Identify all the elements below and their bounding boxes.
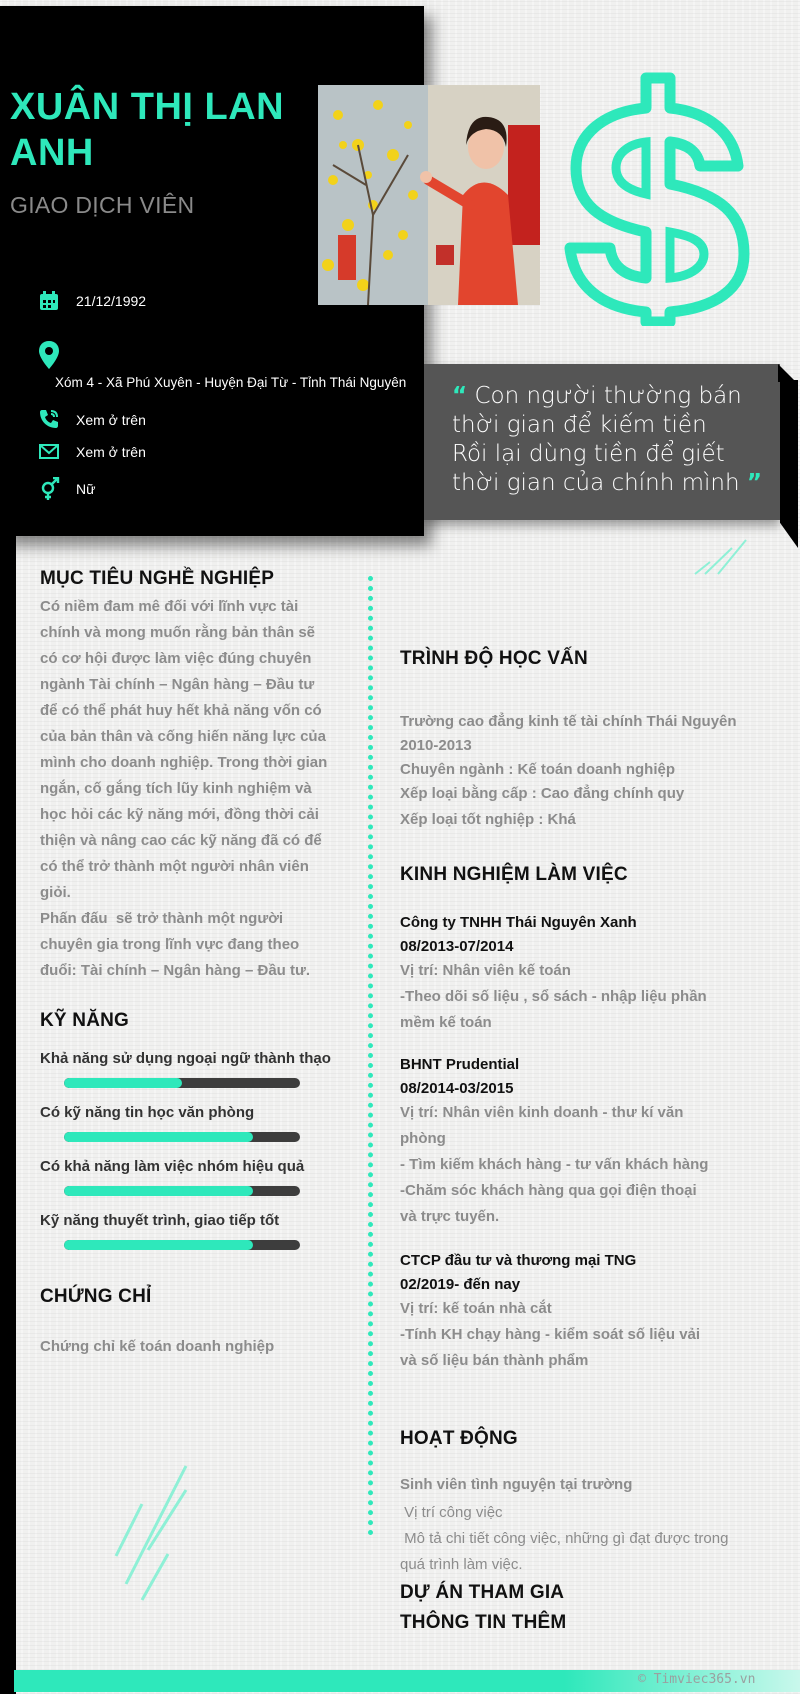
skill-level-bar xyxy=(64,1078,300,1088)
skill-level-fill xyxy=(64,1078,182,1088)
calendar-icon xyxy=(38,290,60,312)
education-grade: Xếp loại tốt nghiệp : Khá xyxy=(400,811,576,828)
dollar-sign-icon xyxy=(548,68,768,326)
skill-level-bar xyxy=(64,1132,300,1142)
decor-slashes-top xyxy=(690,536,750,576)
close-quote-mark: ” xyxy=(746,470,762,496)
job-company: Công ty TNHH Thái Nguyên Xanh xyxy=(400,914,637,931)
quote-line-4: thời gian của chính mình xyxy=(452,470,740,496)
skill-level-fill xyxy=(64,1186,253,1196)
objective-line: Phấn đấu sẽ trở thành một người xyxy=(40,910,284,927)
job-detail-line: và số liệu bán thành phẩm xyxy=(400,1352,589,1369)
candidate-name: XUÂN THỊ LAN ANH xyxy=(10,86,285,174)
activity-desc-1: Mô tả chi tiết công việc, những gì đạt được trong xyxy=(400,1530,729,1547)
education-school: Trường cao đẳng kinh tế tài chính Thái Nguyên xyxy=(400,713,737,730)
quote-fold xyxy=(780,380,798,548)
watermark: © Timviec365.vn xyxy=(638,1672,756,1687)
education-years: 2010-2013 xyxy=(400,737,472,754)
objective-line: chính và mong muốn rằng bản thân sẽ xyxy=(40,624,316,641)
activity-position: Vị trí công việc xyxy=(400,1504,503,1521)
address-text: Xóm 4 - Xã Phú Xuyên - Huyện Đại Từ - Tỉnh Thái Nguyên xyxy=(55,375,407,390)
skill-level-fill xyxy=(64,1240,253,1250)
skill-level-bar xyxy=(64,1186,300,1196)
objective-title: MỤC TIÊU NGHỀ NGHIỆP xyxy=(40,568,275,589)
objective-line: đuổi: Tài chính – Ngân hàng – Đầu tư. xyxy=(40,962,311,979)
job-period: 02/2019- đến nay xyxy=(400,1276,521,1293)
job-title: GIAO DỊCH VIÊN xyxy=(10,192,195,218)
education-major: Chuyên ngành : Kế toán doanh nghiệp xyxy=(400,761,675,778)
job-detail-line: mềm kế toán xyxy=(400,1014,492,1031)
email-row xyxy=(38,441,418,465)
skill-label: Có kỹ năng tin học văn phòng xyxy=(40,1104,255,1121)
certificate-item: Chứng chỉ kế toán doanh nghiệp xyxy=(40,1338,275,1355)
job-period: 08/2013-07/2014 xyxy=(400,938,514,955)
phone-icon xyxy=(38,408,60,430)
quote-text xyxy=(452,382,772,498)
decor-slashes-bottom xyxy=(112,1464,192,1604)
certificates-title: CHỨNG CHỈ xyxy=(40,1286,152,1307)
objective-line: để có thể phát huy hết khả năng vốn có xyxy=(40,702,322,719)
quote-fold-top xyxy=(778,364,796,382)
skills-title: KỸ NĂNG xyxy=(40,1010,130,1031)
quote-line-2: thời gian để kiếm tiền xyxy=(452,412,707,438)
skill-level-bar xyxy=(64,1240,300,1250)
job-detail-line: và trực tuyến. xyxy=(400,1208,500,1225)
skill-label: Khả năng sử dụng ngoại ngữ thành thạo xyxy=(40,1050,331,1067)
objective-line: chuyên gia trong lĩnh vực đang theo xyxy=(40,936,300,953)
objective-text xyxy=(40,594,340,984)
objective-line: có thể trở thành một người nhân viên xyxy=(40,858,309,875)
gender-row xyxy=(38,477,418,501)
left-black-strip xyxy=(0,530,16,1694)
objective-line: thiện và nâng cao các kỹ năng đã có để xyxy=(40,832,322,849)
open-quote-mark: “ xyxy=(452,383,468,409)
education-degree: Xếp loại bằng cấp : Cao đẳng chính quy xyxy=(400,785,685,802)
skill-level-fill xyxy=(64,1132,253,1142)
skill-label: Kỹ năng thuyết trình, giao tiếp tốt xyxy=(40,1212,280,1229)
job-detail-line: - Tìm kiếm khách hàng - tư vấn khách hàng xyxy=(400,1156,709,1173)
phone-row xyxy=(38,408,418,432)
job-detail-line: -Chăm sóc khách hàng qua gọi điện thoại xyxy=(400,1182,697,1199)
birthday-row xyxy=(38,290,418,314)
objective-line: giỏi. xyxy=(40,884,71,901)
activity-org: Sinh viên tình nguyện tại trường xyxy=(400,1476,633,1493)
column-divider xyxy=(368,576,373,1536)
phone-text: Xem ở trên xyxy=(76,412,146,428)
job-detail-line: Vị trí: Nhân viên kinh doanh - thư kí văn xyxy=(400,1104,684,1121)
address-row xyxy=(38,340,418,396)
job-detail-line: -Theo dõi số liệu , sổ sách - nhập liệu phần xyxy=(400,988,707,1005)
objective-line: có cơ hội được làm việc đúng chuyên xyxy=(40,650,312,667)
email-text: Xem ở trên xyxy=(76,444,146,460)
job-detail-line: Vị trí: Nhân viên kế toán xyxy=(400,962,571,979)
objective-line: học hỏi các kỹ năng mới, đồng thời cải xyxy=(40,806,319,823)
location-pin-icon xyxy=(38,340,60,370)
experience-title: KINH NGHIỆM LÀM VIỆC xyxy=(400,864,628,885)
job-detail-line: -Tính KH chạy hàng - kiểm soát số liệu vải xyxy=(400,1326,701,1343)
objective-line: Có niềm đam mê đối với lĩnh vực tài xyxy=(40,598,299,615)
objective-line: mình cho doanh nghiệp. Trong thời gian xyxy=(40,754,328,771)
envelope-icon xyxy=(38,441,60,463)
activity-desc-2: quá trình làm việc. xyxy=(400,1556,523,1573)
job-detail-line: Vị trí: kế toán nhà cắt xyxy=(400,1300,552,1317)
job-period: 08/2014-03/2015 xyxy=(400,1080,514,1097)
job-detail-line: phòng xyxy=(400,1130,446,1147)
objective-line: của bản thân và cống hiến năng lực của xyxy=(40,728,326,745)
objective-line: ngành Tài chính – Ngân hàng – Đầu tư xyxy=(40,676,315,693)
quote-line-3: Rồi lại dùng tiền để giết xyxy=(452,441,725,467)
gender-icon xyxy=(38,477,60,499)
quote-line-1: Con người thường bán xyxy=(474,383,742,409)
activities-title: HOẠT ĐỘNG xyxy=(400,1428,518,1449)
more-info-title: THÔNG TIN THÊM xyxy=(400,1612,567,1633)
objective-line: ngắn, cố gắng tích lũy kinh nghiệm và xyxy=(40,780,312,797)
profile-photo xyxy=(318,85,540,305)
skill-label: Có khả năng làm việc nhóm hiệu quả xyxy=(40,1158,305,1175)
education-title: TRÌNH ĐỘ HỌC VẤN xyxy=(400,648,588,669)
gender-text: Nữ xyxy=(76,481,96,497)
birthday-text: 21/12/1992 xyxy=(76,293,147,309)
job-company: BHNT Prudential xyxy=(400,1056,520,1073)
job-company: CTCP đầu tư và thương mại TNG xyxy=(400,1252,637,1269)
projects-title: DỰ ÁN THAM GIA xyxy=(400,1582,565,1603)
